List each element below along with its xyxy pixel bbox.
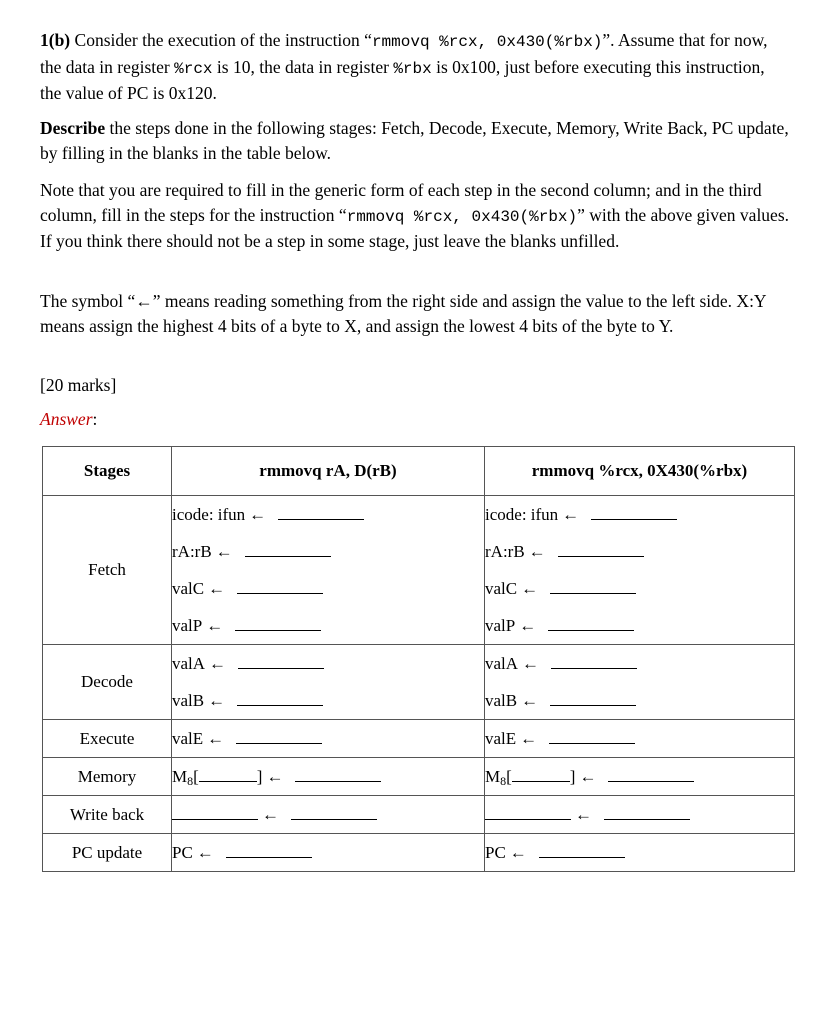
left-arrow-icon: ← bbox=[509, 843, 527, 862]
left-arrow-icon: ← bbox=[528, 542, 546, 561]
left-arrow-icon: ← bbox=[522, 654, 540, 673]
stage-execute: Execute bbox=[43, 720, 172, 758]
header-row bbox=[43, 447, 795, 496]
decode-specific-cell: valA ← valB ← bbox=[485, 645, 795, 720]
left-arrow-icon: ← bbox=[575, 805, 592, 824]
stage-decode: Decode bbox=[43, 645, 172, 720]
pcupdate-row bbox=[43, 834, 795, 872]
blank-field[interactable] bbox=[291, 799, 377, 820]
blank-field[interactable] bbox=[245, 536, 331, 557]
blank-field[interactable] bbox=[608, 761, 694, 782]
question-number: 1(b) bbox=[40, 30, 71, 50]
fetch-specific-cell: icode: ifun ← rA:rB ← valC ← valP ← bbox=[485, 496, 795, 645]
left-arrow-icon: ← bbox=[521, 691, 539, 710]
answer-heading: Answer: bbox=[40, 409, 98, 429]
pcupdate-specific-cell: PC ← bbox=[485, 834, 795, 872]
instruction-code: rmmovq %rcx, 0x430(%rbx) bbox=[371, 33, 603, 51]
execute-generic-cell: valE ← bbox=[172, 720, 485, 758]
question-paragraph-4: The symbol “←” means reading something from the right side and assign the value to the left side. X:Y means assign the highest 4 bits of a byte to X, and assign the lowest 4 bits of the byte to Y. bbox=[40, 291, 766, 336]
blank-field[interactable] bbox=[549, 723, 635, 744]
blank-field[interactable] bbox=[550, 573, 636, 594]
blank-field[interactable] bbox=[485, 799, 571, 820]
blank-field[interactable] bbox=[236, 723, 322, 744]
left-arrow-icon: ← bbox=[208, 691, 226, 710]
stage-writeback: Write back bbox=[43, 796, 172, 834]
fetch-generic-cell: icode: ifun ← rA:rB ← valC ← valP ← bbox=[172, 496, 485, 645]
header-generic: rmmovq rA, D(rB) bbox=[172, 447, 485, 496]
left-arrow-icon: ← bbox=[207, 729, 225, 748]
left-arrow-icon: ← bbox=[196, 843, 214, 862]
blank-field[interactable] bbox=[226, 837, 312, 858]
blank-field[interactable] bbox=[604, 799, 690, 820]
memory-row bbox=[43, 758, 795, 796]
blank-field[interactable] bbox=[591, 499, 677, 520]
execute-specific-cell: valE ← bbox=[485, 720, 795, 758]
blank-field[interactable] bbox=[238, 648, 324, 669]
decode-generic-cell: valA ← valB ← bbox=[172, 645, 485, 720]
left-arrow-icon: ← bbox=[208, 579, 226, 598]
blank-field[interactable] bbox=[551, 648, 637, 669]
execute-row bbox=[43, 720, 795, 758]
memory-generic-cell: $M_8$[ ] ← bbox=[172, 758, 485, 796]
blank-field[interactable] bbox=[512, 761, 570, 782]
question-paragraph-1: 1(b) Consider the execution of the instruction “rmmovq %rcx, 0x430(%rbx)”. Assume that for now, the data in register %rcx is 10, the data in register %rbx is 0x100, just before executing this instruction, the value of PC is 0x120. bbox=[40, 30, 768, 103]
decode-row bbox=[43, 645, 795, 720]
stage-memory: Memory bbox=[43, 758, 172, 796]
left-arrow-icon: ← bbox=[266, 767, 284, 786]
stage-fetch: Fetch bbox=[43, 496, 172, 645]
left-arrow-icon: ← bbox=[262, 805, 279, 824]
pcupdate-generic-cell: PC ← bbox=[172, 834, 485, 872]
marks-label: [20 marks] bbox=[40, 375, 117, 395]
blank-field[interactable] bbox=[199, 761, 257, 782]
left-arrow-icon: ← bbox=[215, 542, 233, 561]
left-arrow-icon: ← bbox=[579, 767, 597, 786]
memory-specific-cell: $M_8$[ ] ← bbox=[485, 758, 795, 796]
fetch-row bbox=[43, 496, 795, 645]
blank-field[interactable] bbox=[550, 685, 636, 706]
blank-field[interactable] bbox=[295, 761, 381, 782]
writeback-row bbox=[43, 796, 795, 834]
left-arrow-icon: ← bbox=[206, 616, 224, 635]
left-arrow-icon: ← bbox=[249, 505, 267, 524]
writeback-specific-cell bbox=[485, 796, 795, 834]
blank-field[interactable] bbox=[278, 499, 364, 520]
blank-field[interactable] bbox=[237, 685, 323, 706]
blank-field[interactable] bbox=[235, 610, 321, 631]
register-rcx: %rcx bbox=[174, 59, 213, 78]
blank-field[interactable] bbox=[237, 573, 323, 594]
blank-field[interactable] bbox=[558, 536, 644, 557]
question-paragraph-3: Note that you are required to fill in the generic form of each step in the second column; and in the third column, fill in the steps for the instruction “rmmovq %rcx, 0x430(%rbx)” with the above given values. If you think there should not be a step in some stage, just leave the blanks unfilled. bbox=[40, 180, 790, 251]
register-rbx: %rbx bbox=[393, 59, 432, 78]
question-paragraph-2: Describe the steps done in the following stages: Fetch, Decode, Execute, Memory, Write Back, PC update, by filling in the blanks in the table below. bbox=[40, 118, 789, 163]
left-arrow-icon: ← bbox=[520, 729, 538, 748]
header-specific: rmmovq %rcx, 0X430(%rbx) bbox=[485, 447, 795, 496]
blank-field[interactable] bbox=[172, 799, 258, 820]
instruction-code: rmmovq %rcx, 0x430(%rbx) bbox=[346, 207, 578, 226]
stage-pcupdate: PC update bbox=[43, 834, 172, 872]
left-arrow-icon: ← bbox=[562, 505, 580, 524]
stages-table bbox=[42, 446, 795, 872]
left-arrow-icon: ← bbox=[521, 579, 539, 598]
blank-field[interactable] bbox=[548, 610, 634, 631]
header-stages: Stages bbox=[43, 447, 172, 496]
left-arrow-icon: ← bbox=[209, 654, 227, 673]
blank-field[interactable] bbox=[539, 837, 625, 858]
left-arrow-icon: ← bbox=[519, 616, 537, 635]
writeback-generic-cell bbox=[172, 796, 485, 834]
